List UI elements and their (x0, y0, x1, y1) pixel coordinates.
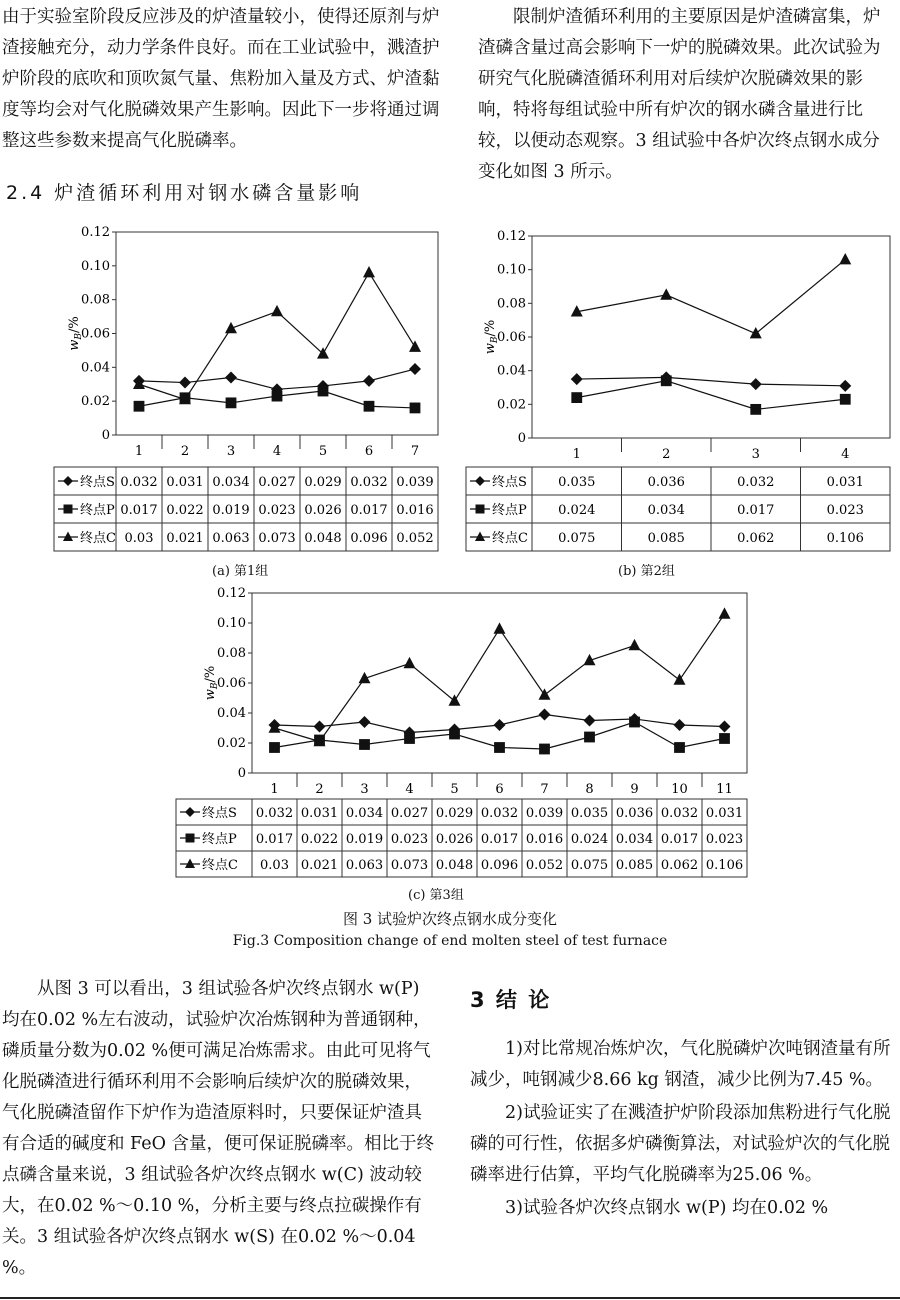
chart-b-data-label: 0.031 (826, 475, 864, 490)
chart-c-data-label: 0.031 (705, 806, 744, 821)
chart-c-legend-label: 终点C (202, 858, 238, 873)
chart-c-y-tick-label: 0.08 (217, 646, 246, 661)
figure-caption-en: Fig.3 Composition change of end molten steel of test furnace (232, 933, 668, 949)
chart-c-data-label: 0.023 (390, 832, 429, 847)
chart-c-y-tick-label: 0.10 (217, 616, 246, 631)
chart-a-data-point (225, 371, 237, 383)
chart-b-data-label: 0.075 (558, 531, 596, 546)
chart-b-data-point (661, 375, 672, 386)
chart-c-y-axis-label-unit: /% (203, 665, 218, 683)
chart-c-data-point (539, 744, 550, 755)
chart-c-data-label: 0.03 (260, 858, 289, 873)
chart-a-data-point (134, 401, 145, 412)
chart-c-category-label: 8 (585, 782, 594, 797)
chart-a-data-point (179, 377, 191, 389)
chart-a-data-point (363, 266, 375, 277)
section-heading-2-4: 2.4 炉渣循环利用对钢水磷含量影响 (6, 182, 363, 204)
chart-c-data-point (584, 715, 596, 727)
chart-b-y-axis-label-unit: /% (483, 319, 498, 337)
chart-a-data-point (226, 397, 237, 408)
chart-a-category-label: 6 (364, 444, 374, 459)
chart-a-data-point (409, 340, 421, 351)
chart-c-y-tick-label: 0.02 (217, 736, 246, 751)
chart-c-category-label: 5 (450, 782, 459, 797)
chart-c-data-label: 0.017 (255, 832, 294, 847)
figure-caption-zh: 图 3 试验炉次终点钢水成分变化 (342, 910, 558, 928)
chart-c-data-label: 0.036 (615, 806, 654, 821)
chart-c-category-label: 6 (495, 782, 504, 797)
chart-group-1-sublabel: (a) 第1组 (212, 564, 269, 579)
page-bottom-rule (0, 1297, 900, 1299)
chart-c-category-label: 1 (270, 782, 279, 797)
chart-group-2-sublabel: (b) 第2组 (618, 564, 675, 579)
chart-c-data-point (269, 742, 280, 753)
chart-c-data-point (359, 739, 370, 750)
chart-a-data-label: 0.032 (350, 475, 388, 490)
chart-a-data-point (272, 391, 283, 402)
chart-c-y-axis-label (203, 666, 220, 701)
chart-b-legend-label: 终点S (492, 475, 527, 490)
chart-a-data-point (410, 403, 421, 414)
chart-c-legend-marker (185, 807, 195, 817)
chart-c-data-point (719, 721, 731, 733)
chart-c-data-point (629, 639, 641, 650)
chart-b-category-label: 3 (751, 447, 760, 462)
chart-c-data-point (269, 721, 281, 732)
chart-c-category-label: 11 (716, 782, 733, 797)
chart-c-data-label: 0.085 (615, 858, 654, 873)
chart-group-3-sublabel: (c) 第3组 (408, 888, 464, 903)
chart-b-y-axis-label-sub: B (490, 336, 500, 344)
chart-c-y-tick-label: 0 (237, 766, 246, 781)
chart-a-y-tick-label: 0.12 (81, 225, 110, 240)
chart-b-data-point (660, 288, 672, 299)
chart-b-y-tick-label: 0.10 (497, 262, 526, 278)
chart-b-data-label: 0.034 (647, 503, 685, 518)
chart-c-data-point (449, 729, 460, 740)
chart-c-data-label: 0.017 (660, 832, 699, 847)
chart-a-data-point (409, 363, 421, 375)
chart-c-data-label: 0.023 (705, 832, 744, 847)
chart-b-series-line (577, 377, 846, 385)
chart-b-data-label: 0.017 (737, 503, 775, 518)
chart-c-category-label: 4 (405, 782, 414, 797)
chart-c-data-point (359, 716, 371, 728)
chart-b-data-point (571, 392, 582, 403)
chart-a-y-tick-label: 0.02 (81, 394, 110, 410)
chart-b-data-label: 0.023 (826, 503, 864, 518)
chart-c-data-point (629, 717, 640, 728)
chart-a-data-point (363, 375, 375, 387)
chart-a-category-label: 7 (410, 444, 420, 459)
chart-c-category-label: 9 (630, 782, 639, 797)
chart-c-data-label: 0.052 (525, 858, 564, 873)
chart-group-2 (462, 222, 900, 552)
chart-a-category-label: 2 (180, 444, 190, 459)
chart-b-y-tick-label: 0.08 (497, 296, 526, 312)
chart-c-data-label: 0.062 (660, 858, 699, 873)
chart-c-category-label: 2 (315, 782, 324, 797)
chart-b-series-line (577, 260, 846, 334)
chart-a-category-label: 4 (272, 444, 282, 459)
chart-c-data-point (539, 688, 551, 699)
chart-c-category-label: 10 (671, 782, 688, 797)
chart-c-legend-marker (185, 859, 195, 869)
chart-c-data-point (719, 607, 731, 618)
chart-c-data-point (404, 657, 416, 668)
chart-a-data-point (364, 401, 375, 412)
chart-b-y-tick-label: 0.02 (497, 397, 526, 413)
chart-a-data-label: 0.029 (304, 475, 342, 490)
chart-c-category-label: 7 (540, 782, 549, 797)
chart-c-data-label: 0.032 (480, 806, 519, 821)
chart-a-data-label: 0.019 (212, 503, 250, 518)
chart-group-1 (50, 222, 450, 552)
chart-a-legend-marker (63, 532, 73, 542)
chart-b-y-axis-label (483, 320, 500, 355)
chart-c-data-point (449, 694, 461, 705)
chart-b-legend-marker (475, 476, 485, 486)
chart-a-legend-label: 终点S (80, 475, 115, 490)
chart-c-y-axis-label-main: w (203, 689, 218, 701)
chart-c-data-point (494, 742, 505, 753)
chart-c-data-label: 0.106 (705, 858, 744, 873)
chart-c-data-label: 0.022 (300, 832, 339, 847)
chart-b-data-point (840, 394, 851, 405)
chart-a-legend-marker (64, 505, 73, 514)
paragraph-lab-vs-industrial: 由于实验室阶段反应涉及的炉渣量较小，使得还原剂与炉渣接触充分，动力学条件良好。而在工业试验中，溅渣护炉阶段的底吹和顶吹氮气量、焦粉加入量及方式、炉渣黏度等均会对气化脱磷效果产生影响。因此下一步将通过调整这些参数来提高气化脱磷率。 (2, 7, 440, 151)
chart-c-data-label: 0.039 (525, 806, 564, 821)
chart-c-data-point (674, 719, 686, 731)
chart-b-y-axis-label-main: w (483, 343, 498, 355)
chart-a-data-label: 0.017 (120, 503, 158, 518)
chart-c-data-point (719, 733, 730, 744)
chart-b-data-label: 0.106 (826, 531, 864, 546)
chart-b-data-point (750, 404, 761, 415)
chart-a-data-point (318, 386, 329, 397)
chart-a-category-label: 5 (318, 444, 328, 459)
chart-a-legend-label: 终点P (80, 503, 115, 518)
chart-a-data-label: 0.017 (350, 503, 388, 518)
chart-a-data-label: 0.039 (396, 475, 434, 490)
chart-a-data-label: 0.021 (166, 531, 204, 546)
chart-c-data-label: 0.027 (390, 806, 429, 821)
chart-b-legend-label: 终点P (492, 503, 527, 518)
chart-a-y-axis-label (67, 316, 84, 351)
chart-b-legend-marker (476, 505, 485, 514)
chart-c-data-label: 0.073 (390, 858, 429, 873)
chart-c-y-axis-label-sub: B (210, 682, 220, 690)
chart-b-data-point (750, 378, 762, 390)
chart-a-y-tick-label: 0.08 (81, 292, 110, 308)
chart-c-y-tick-label: 0.12 (217, 586, 246, 601)
chart-c-data-point (674, 673, 686, 684)
chart-b-category-label: 1 (572, 447, 581, 462)
chart-c-legend-marker (186, 834, 195, 843)
chart-c-category-label: 3 (360, 782, 369, 797)
chart-b-data-label: 0.062 (737, 531, 775, 546)
chart-a-y-tick-label: 0 (101, 428, 110, 443)
chart-c-data-label: 0.063 (345, 858, 384, 873)
chart-a-data-label: 0.023 (258, 503, 296, 518)
chart-b-category-label: 2 (662, 447, 671, 462)
chart-b-data-point (750, 327, 762, 338)
chart-a-data-label: 0.016 (396, 503, 434, 518)
chart-c-data-label: 0.034 (615, 832, 654, 847)
chart-group-2-svg (462, 222, 900, 552)
chart-a-data-label: 0.026 (304, 503, 342, 518)
chart-c-data-label: 0.031 (300, 806, 339, 821)
chart-c-data-point (494, 719, 506, 731)
chart-a-data-label: 0.032 (120, 475, 158, 490)
chart-c-data-label: 0.017 (480, 832, 519, 847)
conclusion-list (470, 1034, 898, 1226)
chart-c-data-point (404, 733, 415, 744)
chart-a-y-tick-label: 0.06 (81, 326, 110, 342)
chart-a-data-point (225, 322, 237, 333)
chart-a-data-point (271, 305, 283, 316)
chart-c-data-label: 0.024 (570, 832, 609, 847)
chart-b-category-label: 4 (841, 447, 850, 462)
chart-c-data-label: 0.032 (255, 806, 294, 821)
chart-b-data-point (839, 380, 851, 392)
chart-a-y-tick-label: 0.10 (81, 258, 110, 274)
chart-b-data-point (571, 373, 583, 385)
chart-c-data-label: 0.032 (660, 806, 699, 821)
conclusion-item-3: 3)试验各炉次终点钢水 w(P) 均在0.02 % (505, 1198, 829, 1218)
chart-c-y-tick-label: 0.06 (217, 676, 246, 691)
chart-a-data-label: 0.048 (304, 531, 342, 546)
chart-b-data-label: 0.085 (647, 531, 685, 546)
chart-b-y-tick-label: 0 (517, 431, 526, 446)
chart-a-legend-label: 终点C (80, 531, 116, 546)
chart-b-data-label: 0.035 (558, 475, 596, 490)
chart-b-y-tick-label: 0.06 (497, 330, 526, 345)
chart-c-data-point (539, 709, 551, 721)
chart-group-3-svg (172, 583, 752, 881)
chart-b-data-label: 0.024 (558, 503, 596, 518)
chart-c-data-point (584, 732, 595, 743)
chart-b-legend-label: 终点C (492, 531, 528, 546)
conclusion-item-2: 2)试验证实了在溅渣护炉阶段添加焦粉进行气化脱磷的可行性，依据多炉磷衡算法，对试验炉次的气化脱磷率进行估算，平均气化脱磷率为25.06 %。 (470, 1103, 891, 1185)
chart-a-data-label: 0.031 (166, 475, 204, 490)
chart-c-data-point (674, 742, 685, 753)
chart-a-data-label: 0.034 (212, 475, 250, 490)
chart-b-data-point (839, 253, 851, 264)
chart-c-legend-label: 终点P (202, 832, 237, 847)
chart-c-data-point (494, 622, 506, 633)
chart-c-y-tick-label: 0.04 (217, 706, 246, 721)
chart-c-data-label: 0.075 (570, 858, 609, 873)
chart-a-data-label: 0.022 (166, 503, 204, 518)
chart-a-data-label: 0.027 (258, 475, 296, 490)
chart-c-data-label: 0.019 (345, 832, 384, 847)
chart-c-data-label: 0.096 (480, 858, 519, 873)
chart-b-data-label: 0.036 (647, 475, 685, 490)
chart-a-data-label: 0.063 (212, 531, 250, 546)
chart-group-1-svg (50, 222, 450, 552)
paragraph-figure-analysis: 从图 3 可以看出，3 组试验各炉次终点钢水 w(P) 均在0.02 %左右波动，试验炉次冶炼钢种为普通钢种，磷质量分数为0.02 %便可满足冶炼需求。由此可见将气化脱磷渣进行循环利用不会影响后续炉次的脱磷效果，气化脱磷渣留作下炉作为造渣原料时，只要保证炉渣具有合适的碱度和 FeO 含量，便可保证脱磷率。相比于终点磷含量来说，3 组试验各炉次终点钢水 w(C) 波动较大，在0.02 %～0.10 %，分析主要与终点拉碳操作有关。3 组试验各炉次终点钢水 w(S) 在0.02 %～0.04 %。 (2, 979, 435, 1278)
chart-c-data-point (314, 721, 326, 733)
chart-a-data-label: 0.073 (258, 531, 296, 546)
chart-a-data-point (317, 347, 329, 358)
chart-a-data-label: 0.03 (124, 531, 154, 546)
chart-c-data-label: 0.034 (345, 806, 384, 821)
chart-a-y-axis-label-unit: /% (67, 316, 82, 333)
chart-a-data-label: 0.096 (350, 531, 388, 546)
chart-c-legend-label: 终点S (202, 806, 237, 821)
chart-c-data-label: 0.029 (435, 806, 474, 821)
conclusion-item-1: 1)对比常规冶炼炉次，气化脱磷炉次吨钢渣量有所减少，吨钢减少8.66 kg 钢渣，减少比例为7.45 %。 (470, 1039, 891, 1090)
chart-a-category-label: 3 (226, 444, 236, 459)
chart-a-y-axis-label-main: w (67, 339, 82, 351)
chart-a-category-label: 1 (134, 444, 144, 459)
section-heading-conclusion: 3 结 论 (470, 988, 552, 1012)
chart-c-data-label: 0.016 (525, 832, 564, 847)
chart-a-legend-marker (63, 476, 73, 486)
paragraph-slag-recycling-limit: 限制炉渣循环利用的主要原因是炉渣磷富集，炉渣磷含量过高会影响下一炉的脱磷效果。此次试验为研究气化脱磷渣循环利用对后续炉次脱磷效果的影响，特将每组试验中所有炉次的钢水磷含量进行比较，以便动态观察。3 组试验中各炉次终点钢水成分变化如图 3 所示。 (478, 7, 881, 182)
chart-c-data-label: 0.026 (435, 832, 474, 847)
chart-b-y-tick-label: 0.12 (497, 229, 526, 244)
chart-c-data-label: 0.048 (435, 858, 474, 873)
chart-b-data-label: 0.032 (737, 475, 775, 490)
chart-a-plot-frame (116, 232, 438, 435)
chart-a-y-tick-label: 0.04 (81, 360, 110, 376)
chart-a-y-axis-label-sub: B (74, 332, 84, 340)
chart-a-data-label: 0.052 (396, 531, 434, 546)
chart-b-y-tick-label: 0.04 (497, 363, 526, 379)
chart-group-3 (172, 583, 752, 881)
chart-b-legend-marker (475, 532, 485, 542)
chart-c-data-label: 0.021 (300, 858, 339, 873)
chart-c-data-label: 0.035 (570, 806, 609, 821)
